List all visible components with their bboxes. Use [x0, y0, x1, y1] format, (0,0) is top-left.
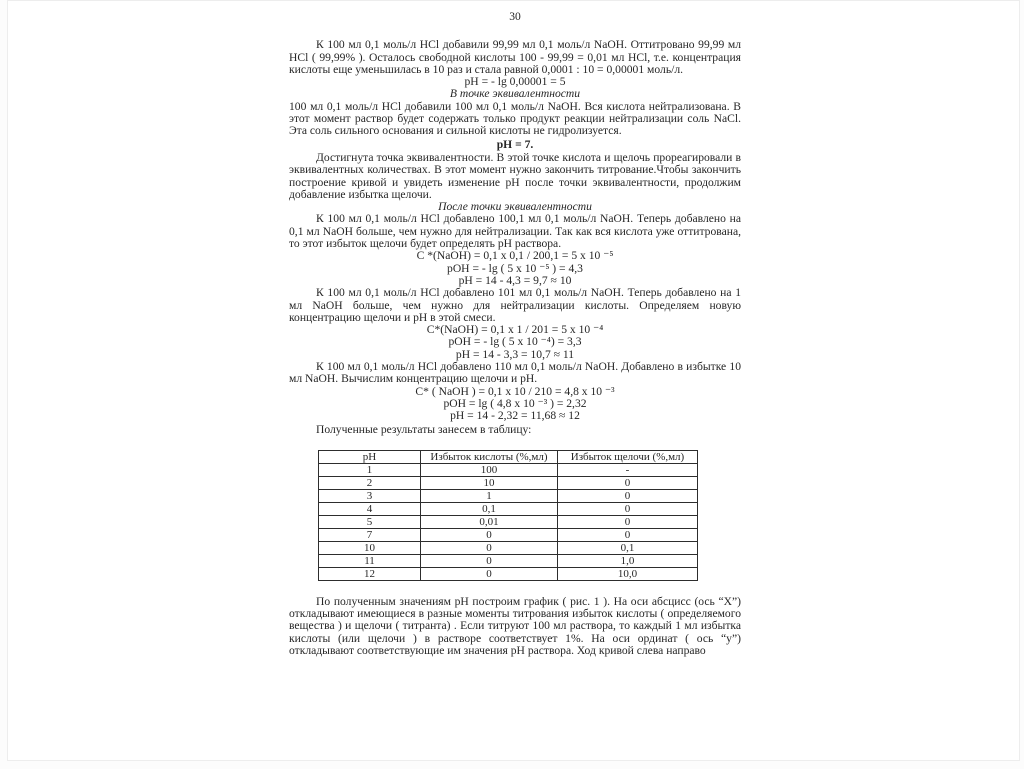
table-row: [319, 476, 698, 489]
page-number: 30: [509, 10, 521, 23]
table-intro-line: Полученные результаты занесем в таблицу:: [316, 422, 532, 436]
paragraph-excess-1ml: К 100 мл 0,1 моль/л HCl добавлено 101 мл 0,1 моль/л NaOH. Теперь добавлено на 1 мл NaOH больше, чем нужно для нейтрализации кислоты. Определяем новую концентрацию щелочи и pH в этой смеси.: [289, 286, 741, 324]
cell-ph: 3: [319, 489, 421, 502]
equation-poh-1: pOH = - lg ( 5 x 10 ⁻⁵ ) = 4,3: [447, 261, 583, 275]
table-row: [319, 567, 698, 580]
heading-after-equivalence: После точки эквивалентности: [438, 200, 592, 214]
cell-alkali: -: [558, 463, 698, 476]
equation-conc-3: С* ( NaOH ) = 0,1 x 10 / 210 = 4,8 x 10 ⁻³: [415, 384, 615, 398]
cell-alkali: 0: [558, 515, 698, 528]
cell-alkali: 10,0: [558, 567, 698, 580]
column-header-alkali-excess: Избыток щелочи (%,мл): [558, 450, 698, 463]
cell-ph: 11: [319, 554, 421, 567]
heading-equivalence-point: В точке эквивалентности: [449, 87, 581, 101]
cell-acid: 0: [421, 541, 558, 554]
paragraph-equivalence: 100 мл 0,1 моль/л HCl добавили 100 мл 0,1 моль/л NaOH. Вся кислота нейтрализована. В этот момент раствор будет содержать только продукт реакции нейтрализации соль NaCl. Эта соль сильного основания и сильной кислоты не гидролизуется.: [289, 99, 741, 138]
cell-ph: 5: [319, 515, 421, 528]
table-row: [319, 541, 698, 554]
table-row: [319, 463, 698, 476]
equation-ph-2: pH = 14 - 3,3 = 10,7 ≈ 11: [455, 347, 575, 361]
table-header-row: [319, 450, 698, 463]
cell-ph: 7: [319, 528, 421, 541]
cell-alkali: 0: [558, 476, 698, 489]
equation-poh-2: pOH = - lg ( 5 x 10 ⁻⁴) = 3,3: [448, 335, 582, 349]
paragraph-endpoint-reached: Достигнута точка эквивалентности. В этой точке кислота и щелочь прореагировали в эквивалентных количествах. В этот момент нужно закончить титрование.Чтобы закончить построение кривой и увидеть изменение pH после точки эквивалентности, продолжим добавление избытка щелочи.: [289, 150, 741, 201]
cell-alkali: 0: [558, 489, 698, 502]
cell-ph: 2: [319, 476, 421, 489]
cell-acid: 0: [421, 528, 558, 541]
page-content: [289, 11, 741, 657]
equation-ph7: pH = 7.: [496, 137, 534, 151]
cell-alkali: 0,1: [558, 541, 698, 554]
cell-ph: 12: [319, 567, 421, 580]
cell-alkali: 0: [558, 502, 698, 515]
equation-ph-3: pH = 14 - 2,32 = 11,68 ≈ 12: [450, 409, 580, 423]
paragraph-excess-01ml: К 100 мл 0,1 моль/л HCl добавлено 100,1 мл 0,1 моль/л NaOH. Теперь добавлено на 0,1 мл NaOH больше, чем нужно для нейтрализации. Так как вся кислота уже оттитрована, то этот избыток щелочи будет определять pH раствора.: [289, 212, 741, 251]
equation-ph5: pH = - lg 0,00001 = 5: [464, 75, 566, 89]
table-row: [319, 515, 698, 528]
ph-results-table: [318, 450, 698, 581]
cell-ph: 10: [319, 541, 421, 554]
cell-alkali: 0: [558, 528, 698, 541]
cell-ph: 4: [319, 502, 421, 515]
cell-acid: 10: [421, 476, 558, 489]
paragraph-titration-9999: К 100 мл 0,1 моль/л HCl добавили 99,99 мл 0,1 моль/л NaOH. Оттитровано 99,99 мл HCl ( 99,99% ). Осталось свободной кислоты 100 - 99,99 = 0,01 мл HCl, т.е. концентрация кислоты еще уменьшилась в 10 раз и стала равной 0,0001 : 10 = 0,00001 моль/л.: [289, 38, 741, 76]
equation-ph-1: pH = 14 - 4,3 = 9,7 ≈ 10: [458, 273, 572, 287]
equation-conc-2: С*(NaOH) = 0,1 x 1 / 201 = 5 x 10 ⁻⁴: [426, 323, 604, 337]
document-page: [7, 0, 1020, 761]
cell-alkali: 1,0: [558, 554, 698, 567]
table-row: [319, 528, 698, 541]
cell-acid: 100: [421, 463, 558, 476]
cell-acid: 0,01: [421, 515, 558, 528]
cell-acid: 0: [421, 567, 558, 580]
table-row: [319, 489, 698, 502]
equation-conc-1: С *(NaOH) = 0,1 x 0,1 / 200,1 = 5 x 10 ⁻⁵: [416, 249, 614, 263]
column-header-ph: pH: [319, 450, 421, 463]
table-row: [319, 554, 698, 567]
cell-acid: 1: [421, 489, 558, 502]
column-header-acid-excess: Избыток кислоты (%,мл): [421, 450, 558, 463]
cell-acid: 0,1: [421, 502, 558, 515]
table-row: [319, 502, 698, 515]
cell-acid: 0: [421, 554, 558, 567]
equation-poh-3: pOH = lg ( 4,8 x 10 ⁻³ ) = 2,32: [443, 396, 587, 410]
cell-ph: 1: [319, 463, 421, 476]
paragraph-graph-description: По полученным значениям pH построим график ( рис. 1 ). На оси абсцисс (ось “X”) откладывают имеющиеся в разные моменты титрования избыток кислоты ( определяемого вещества ) и щелочи ( титранта) . Если титруют 100 мл раствора, то каждый 1 мл избытка кислоты (или щелочи ) в растворе соответствует 1%. На оси ординат ( ось “у”) откладывают соответствующие им значения pH раствора. Ход кривой слева направо: [289, 594, 741, 657]
paragraph-excess-10ml: К 100 мл 0,1 моль/л HCl добавлено 110 мл 0,1 моль/л NaOH. Добавлено в избытке 10 мл NaOH. Вычислим концентрацию щелочи и pH.: [289, 360, 741, 386]
